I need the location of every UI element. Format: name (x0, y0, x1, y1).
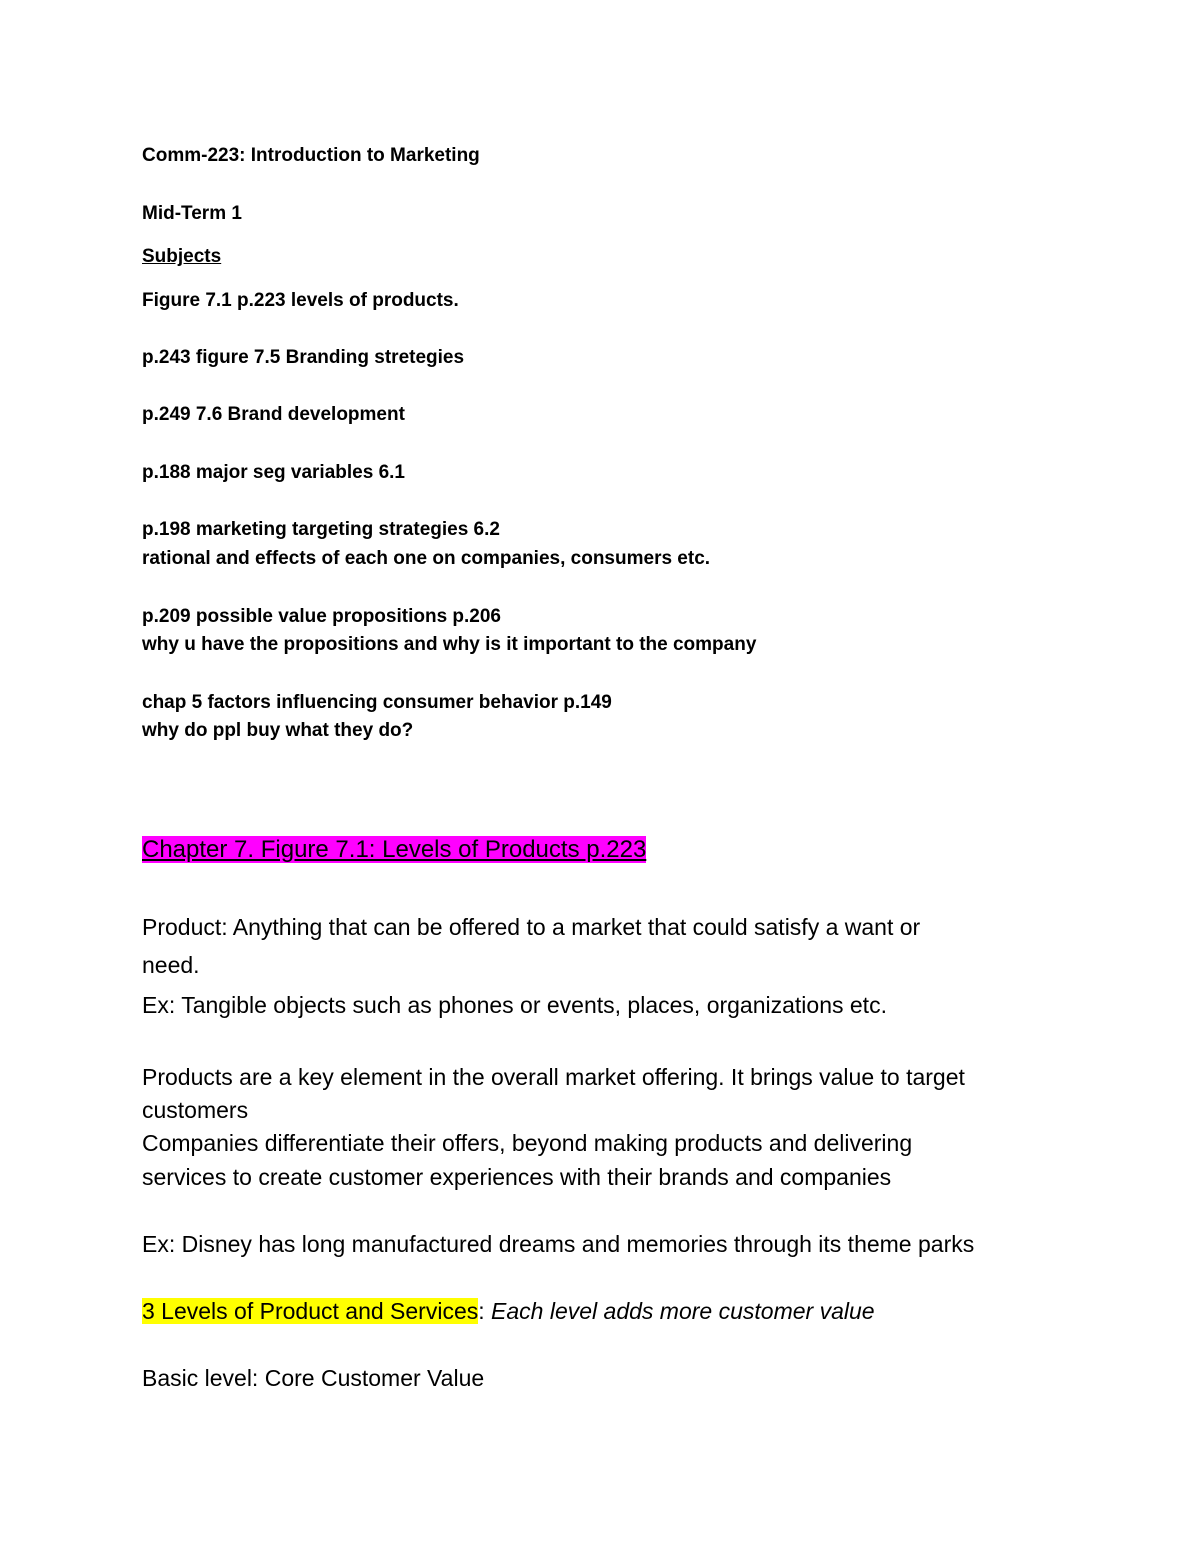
subject-item: p.249 7.6 Brand development (142, 404, 405, 425)
levels-label: 3 Levels of Product and Services (142, 1298, 479, 1324)
paragraph-line: Companies differentiate their offers, beyond making products and delivering (142, 1130, 913, 1156)
subjects-heading: Subjects (142, 246, 222, 267)
subject-item-detail: rational and effects of each one on companies, consumers etc. (142, 548, 711, 569)
paragraph-line: services to create customer experiences with their brands and companies (142, 1164, 892, 1190)
levels-note: Each level adds more customer value (484, 1298, 875, 1324)
levels-line (142, 1294, 875, 1328)
subject-item: p.209 possible value propositions p.206 (142, 606, 501, 627)
subject-item-detail: why u have the propositions and why is it important to the company (142, 634, 757, 655)
product-example: Ex: Tangible objects such as phones or events, places, organizations etc. (142, 992, 887, 1018)
paragraph-line: Products are a key element in the overall market offering. It brings value to target (142, 1064, 965, 1090)
levels-separator: : (478, 1298, 485, 1324)
product-definition-cont: need. (142, 952, 200, 978)
chapter-heading (142, 833, 646, 867)
subject-item: p.198 marketing targeting strategies 6.2 (142, 519, 500, 540)
basic-level: Basic level: Core Customer Value (142, 1365, 485, 1391)
subject-item: p.188 major seg variables 6.1 (142, 462, 405, 483)
chapter-heading-text: Chapter 7. Figure 7.1: Levels of Products p.223 (142, 836, 647, 863)
subject-item-detail: why do ppl buy what they do? (142, 720, 414, 741)
subject-item: p.243 figure 7.5 Branding stretegies (142, 347, 465, 368)
product-definition: Product: Anything that can be offered to a market that could satisfy a want or (142, 914, 921, 940)
exam-title: Mid-Term 1 (142, 203, 242, 224)
disney-example: Ex: Disney has long manufactured dreams and memories through its theme parks (142, 1231, 975, 1257)
subject-item: chap 5 factors influencing consumer behavior p.149 (142, 692, 612, 713)
subject-item: Figure 7.1 p.223 levels of products. (142, 290, 459, 311)
course-title: Comm-223: Introduction to Marketing (142, 145, 480, 166)
paragraph-line: customers (142, 1097, 249, 1123)
